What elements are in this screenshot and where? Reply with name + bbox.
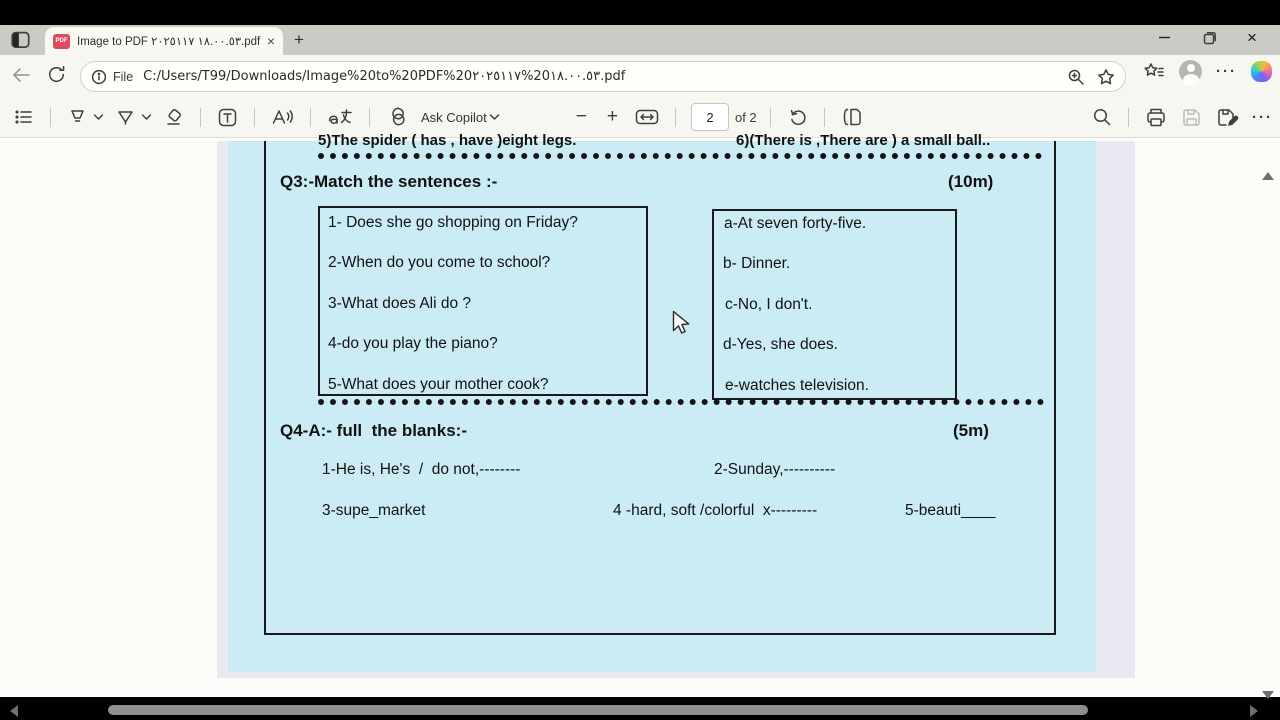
match-answer: d-Yes, she does. <box>723 336 838 353</box>
table-of-contents-icon[interactable] <box>14 107 34 127</box>
translate-icon[interactable] <box>327 107 353 127</box>
cutoff-question-6: 6)(There is ,There are ) a small ball.. <box>736 132 991 149</box>
exam-page <box>228 132 1096 672</box>
zoom-page-icon[interactable] <box>1067 68 1085 86</box>
new-tab-button[interactable]: + <box>294 30 304 49</box>
zoom-out-button[interactable]: − <box>575 106 587 127</box>
tab-title: Image to PDF ١٨.٠٠.٥٣ ٢٠٢٥١١٧.pdf <box>77 36 261 48</box>
info-icon[interactable] <box>91 69 107 85</box>
browser-titlebar <box>0 25 1280 55</box>
scroll-right-arrow[interactable] <box>1250 705 1258 717</box>
scroll-up-arrow[interactable] <box>1262 172 1274 180</box>
url-text[interactable]: C:/Users/T99/Downloads/Image%20to%20PDF%20٢٠٢٥١١٧%20١٨.٠٠.٥٣.pdf <box>143 69 626 84</box>
q4-marks: (5m) <box>953 421 989 440</box>
save-icon <box>1181 107 1202 128</box>
blank-item: 1-He is, He's / do not,-------- <box>322 461 521 478</box>
q3-heading: Q3:-Match the sentences :- <box>280 172 498 191</box>
eraser-icon[interactable] <box>163 107 184 128</box>
horizontal-scrollbar-thumb[interactable] <box>108 705 1088 715</box>
pdf-file-icon: PDF <box>53 34 70 49</box>
url-bar[interactable] <box>80 61 1126 92</box>
highlighter-chevron-down-icon[interactable] <box>93 113 104 121</box>
address-bar-row <box>0 55 1280 97</box>
blank-item: 2-Sunday,---------- <box>714 461 836 478</box>
window-restore-button[interactable] <box>1203 31 1217 48</box>
ask-copilot-label[interactable]: Ask Copilot <box>421 109 487 125</box>
scroll-down-arrow[interactable] <box>1262 691 1274 699</box>
match-question: 4-do you play the piano? <box>328 335 498 352</box>
page-view-icon[interactable] <box>841 107 863 127</box>
pen-chevron-down-icon[interactable] <box>141 113 152 121</box>
match-question: 2-When do you come to school? <box>328 254 551 271</box>
scanned-sheet-shadow <box>217 132 1135 678</box>
q3-marks: (10m) <box>948 172 994 191</box>
url-scheme-label: File <box>113 69 134 84</box>
refresh-icon[interactable] <box>46 64 67 85</box>
save-as-icon[interactable] <box>1216 107 1238 128</box>
match-answer: e-watches television. <box>725 377 869 394</box>
browser-tab[interactable] <box>45 27 283 55</box>
match-answer: b- Dinner. <box>723 255 791 272</box>
pdf-more-icon[interactable]: ··· <box>1252 108 1273 126</box>
mouse-cursor <box>672 310 694 341</box>
cutoff-text-row <box>318 132 1058 149</box>
match-questions-box <box>318 206 648 396</box>
ask-copilot-chevron-down-icon[interactable] <box>489 113 500 121</box>
favorites-hub-icon[interactable] <box>1143 62 1165 82</box>
page-number-input[interactable]: 2 <box>691 103 729 131</box>
add-text-icon[interactable] <box>217 107 238 128</box>
cutoff-question-5: 5)The spider ( has , have )eight legs. <box>318 132 577 149</box>
browser-window <box>0 25 1280 697</box>
tab-close-icon[interactable]: × <box>266 33 275 49</box>
pen-icon[interactable] <box>115 107 136 128</box>
fit-to-width-icon[interactable] <box>635 108 659 126</box>
window-close-button[interactable]: × <box>1247 28 1257 47</box>
match-answer: a-At seven forty-five. <box>724 215 867 232</box>
match-question: 3-What does Ali do ? <box>328 295 472 312</box>
favorite-star-icon[interactable] <box>1097 68 1115 86</box>
match-question: 5-What does your mother cook? <box>328 376 549 393</box>
browser-settings-icon[interactable]: ··· <box>1216 63 1237 80</box>
rotate-icon[interactable] <box>787 107 808 128</box>
highlighter-icon[interactable] <box>67 107 88 128</box>
print-icon[interactable] <box>1145 107 1167 128</box>
match-answers-box <box>712 209 957 400</box>
profile-avatar[interactable] <box>1179 60 1202 83</box>
scroll-left-arrow[interactable] <box>10 705 18 717</box>
blank-item: 3-supe_market <box>322 502 426 519</box>
match-question: 1- Does she go shopping on Friday? <box>328 214 578 231</box>
read-aloud-icon[interactable] <box>271 107 294 127</box>
dotted-divider-top <box>318 153 1042 159</box>
window-minimize-button[interactable] <box>1158 31 1171 47</box>
dotted-divider-middle <box>318 399 1044 405</box>
search-document-icon[interactable] <box>1092 107 1112 127</box>
pdf-toolbar <box>0 97 1280 138</box>
blank-item: 4 -hard, soft /colorful x--------- <box>613 502 818 519</box>
blank-item: 5-beauti____ <box>905 502 996 519</box>
workspaces-icon[interactable] <box>11 31 30 49</box>
zoom-in-button[interactable]: + <box>606 106 618 127</box>
q4-heading: Q4-A:- full the blanks:- <box>280 421 467 440</box>
ask-copilot-icon[interactable] <box>386 106 408 128</box>
match-answer: c-No, I don't. <box>725 296 813 313</box>
page-count-label: of 2 <box>734 109 757 125</box>
pdf-viewport <box>0 132 1280 697</box>
back-icon[interactable] <box>10 64 32 86</box>
copilot-icon[interactable] <box>1251 61 1272 82</box>
